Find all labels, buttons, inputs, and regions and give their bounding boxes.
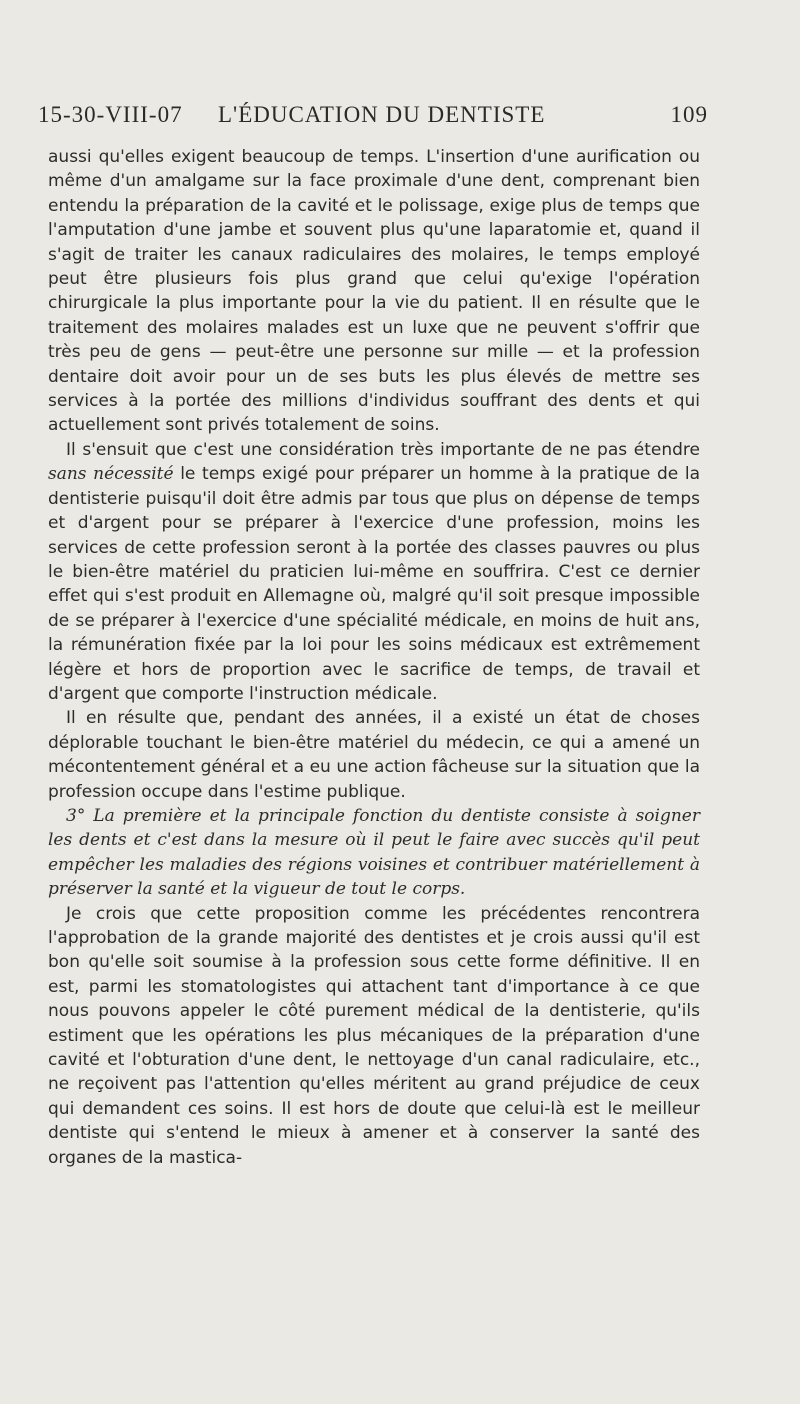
emphasis-text: sans nécessité [48,464,174,485]
header-date: 15-30-VIII-07 [38,102,183,127]
body-text [48,145,700,1170]
paragraph: Je crois que cette proposition comme les précédentes rencontrera l'approbation de la grande majorité des dentistes et je crois aussi qu'il est bon qu'elle soit soumise à la profession sous cette forme définitive. Il en est, parmi les stomatologistes qui attachent tant d'importance à ce que nous pouvons appeler le côté purement médical de la dentisterie, qu'ils estiment que les opérations les plus mécaniques de la préparation d'une cavité et l'obturation d'une dent, le nettoyage d'un canal radiculaire, etc., ne reçoivent pas l'attention qu'elles méritent au grand préjudice de ceux qui demandent ces soins. Il est hors de doute que celui-là est le meilleur dentiste qui s'entend le mieux à amener et à conserver la santé des organes de la mastica- [48,903,700,1168]
paragraph [48,438,700,706]
paragraph-text: le temps exigé pour préparer un homme à la pratique de la dentisterie puisqu'il doit être admis par tous que plus on dépense de temps et d'argent pour se préparer à l'exercice d'une profession, moins les services de cette profession seront à la portée des classes pauvres ou plus le bien-être matériel du praticien lui-même en souffrira. C'est ce dernier effet qui s'est produit en Allemagne où, malgré qu'il soit presque impossible de se préparer à l'exercice d'une spécialité médicale, en moins de huit ans, la rémunération fixée par la loi pour les soins médicaux est extrêmement légère et hors de proportion avec le sacrifice de temps, de travail et d'argent que comporte l'instruction médicale. [48,464,701,704]
paragraph: Il en résulte que, pendant des années, il a existé un état de choses déplorable touchant le bien-être matériel du médecin, ce qui a amené un mécontentement général et a eu une action fâcheuse sur la situation que la profession occupe dans l'estime publique. [48,708,700,802]
paragraph: aussi qu'elles exigent beaucoup de temps. L'insertion d'une aurification ou même d'un amalgame sur la face proximale d'une dent, comprenant bien entendu la préparation de la cavité et le polissage, exige plus de temps que l'amputation d'une jambe et souvent plus qu'une laparatomie et, quand il s'agit de traiter les canaux radiculaires des molaires, le temps employé peut être plusieurs fois plus grand que celui qu'exige l'opération chirurgicale la plus importante pour la vie du patient. Il en résulte que le traitement des molaires malades est un luxe que ne peuvent s'offrir que très peu de gens — peut-être une personne sur mille — et la profession dentaire doit avoir pour un de ses buts les plus élevés de mettre ses services à la portée des millions d'individus souffrant des dents et qui actuellement sont privés totalement de soins. [48,147,700,436]
page-number: 109 [670,102,708,127]
proposition-paragraph: 3° La première et la principale fonction du dentiste consiste à soigner les dents et c'est dans la mesure où il peut le faire avec succès qu'il peut empêcher les maladies des régions voisines et contribuer matériellement à préserver la santé et la vigueur de tout le corps. [48,805,700,900]
running-head [38,102,708,136]
paragraph-text: Il s'ensuit que c'est une considération très importante de ne pas étendre [66,439,700,460]
header-title: L'ÉDUCATION DU DENTISTE [218,102,546,127]
